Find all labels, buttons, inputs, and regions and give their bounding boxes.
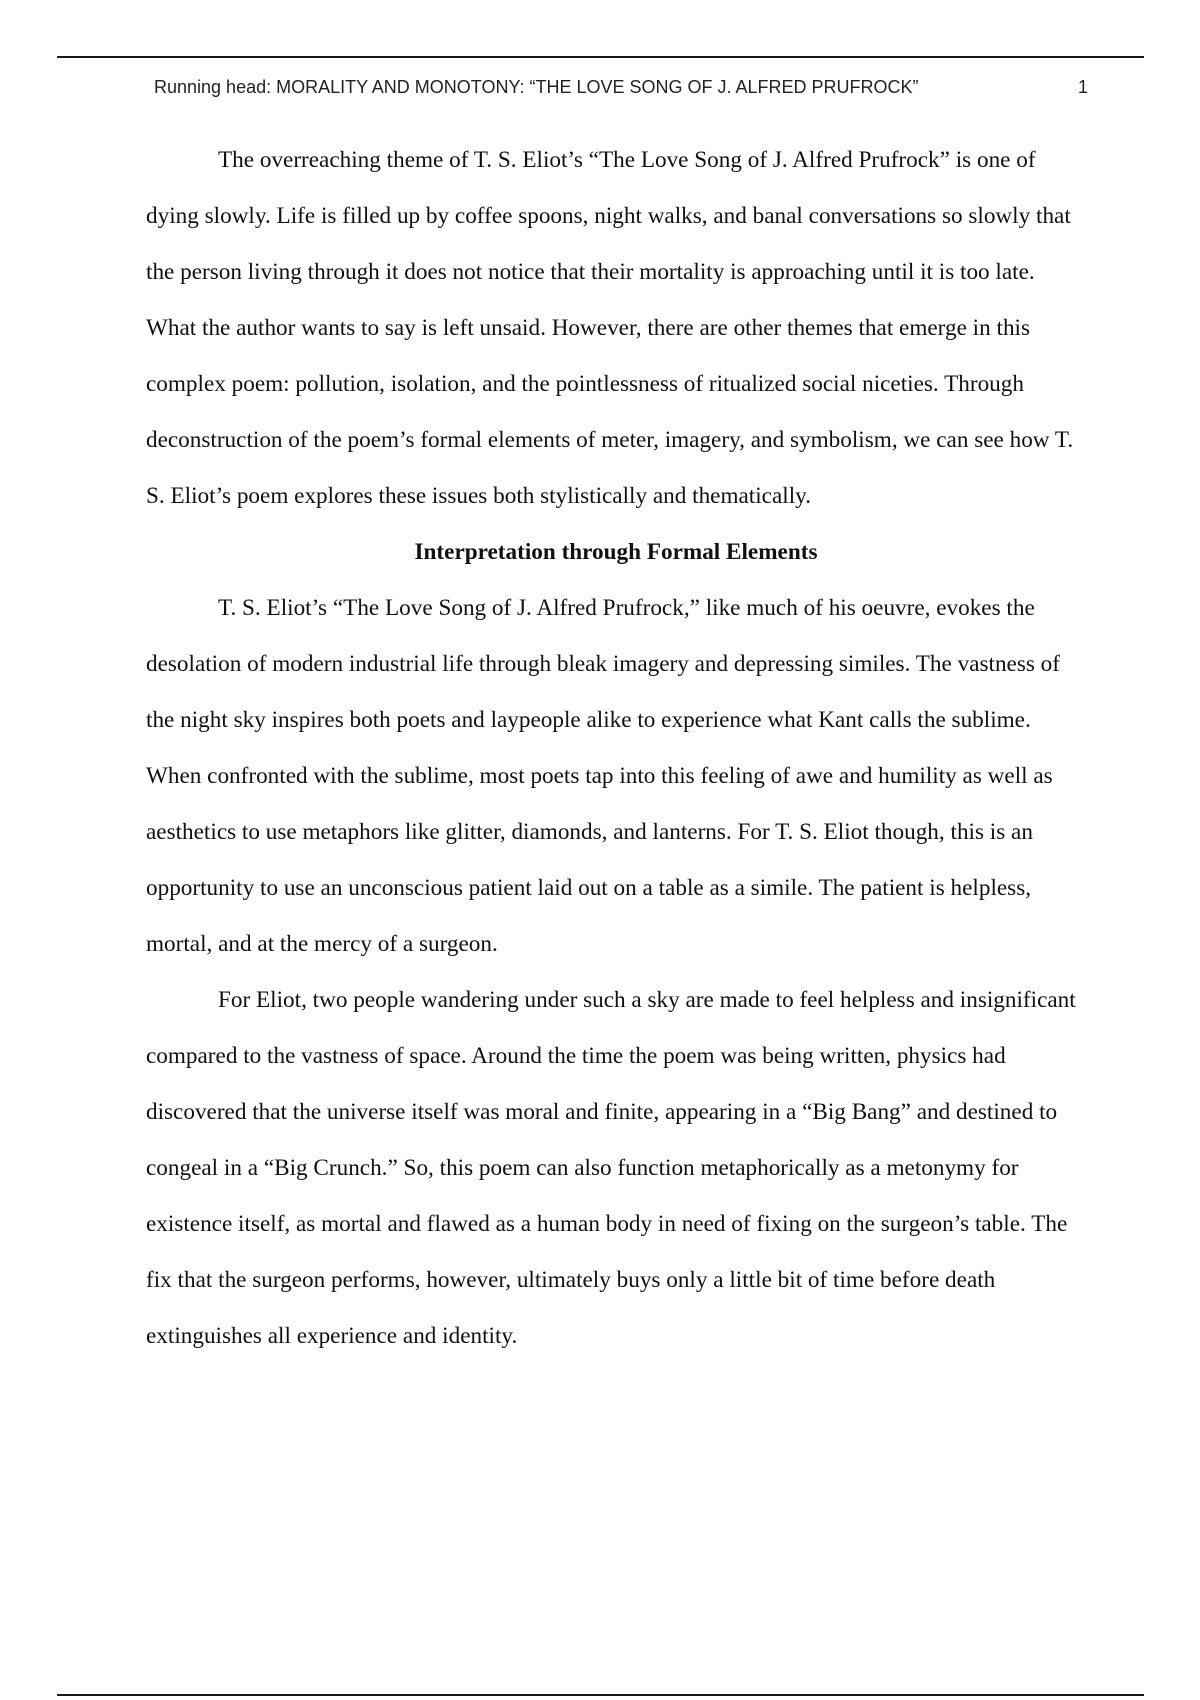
header-rule: [57, 56, 1144, 58]
running-head: Running head: MORALITY AND MONOTONY: “THE LOVE SONG OF J. ALFRED PRUFROCK”: [154, 77, 919, 97]
paragraph-intro: The overreaching theme of T. S. Eliot’s “The Love Song of J. Alfred Prufrock” is one of dying slowly. Life is filled up by coffee spoons, night walks, and banal conversations so slowly that the person living through it does not notice that their mortality is approaching until it is too late. What the author wants to say is left unsaid. However, there are other themes that emerge in this complex poem: pollution, isolation, and the pointlessness of ritualized social niceties. Through deconstruction of the poem’s formal elements of meter, imagery, and symbolism, we can see how T. S. Eliot’s poem explores these issues both stylistically and thematically.: [146, 147, 1074, 509]
section-heading: Interpretation through Formal Elements: [414, 539, 818, 565]
paragraph-sky: For Eliot, two people wandering under such a sky are made to feel helpless and insignificant compared to the vastness of space. Around the time the poem was being written, physics had discovered that the universe itself was moral and finite, appearing in a “Big Bang” and destined to congeal in a “Big Crunch.” So, this poem can also function metaphorically as a metonymy for existence itself, as mortal and flawed as a human body in need of fixing on the surgeon’s table. The fix that the surgeon performs, however, ultimately buys only a little bit of time before death extinguishes all experience and identity.: [146, 987, 1076, 1349]
page-number: 1: [1077, 77, 1088, 97]
document-body: [146, 132, 1086, 1364]
page-header: [154, 74, 1088, 100]
paragraph-imagery: T. S. Eliot’s “The Love Song of J. Alfred Prufrock,” like much of his oeuvre, evokes the desolation of modern industrial life through bleak imagery and depressing similes. The vastness of the night sky inspires both poets and laypeople alike to experience what Kant calls the sublime. When confronted with the sublime, most poets tap into this feeling of awe and humility as well as aesthetics to use metaphors like glitter, diamonds, and lanterns. For T. S. Eliot though, this is an opportunity to use an unconscious patient laid out on a table as a simile. The patient is helpless, mortal, and at the mercy of a surgeon.: [146, 595, 1060, 957]
footer-rule: [57, 1694, 1144, 1696]
